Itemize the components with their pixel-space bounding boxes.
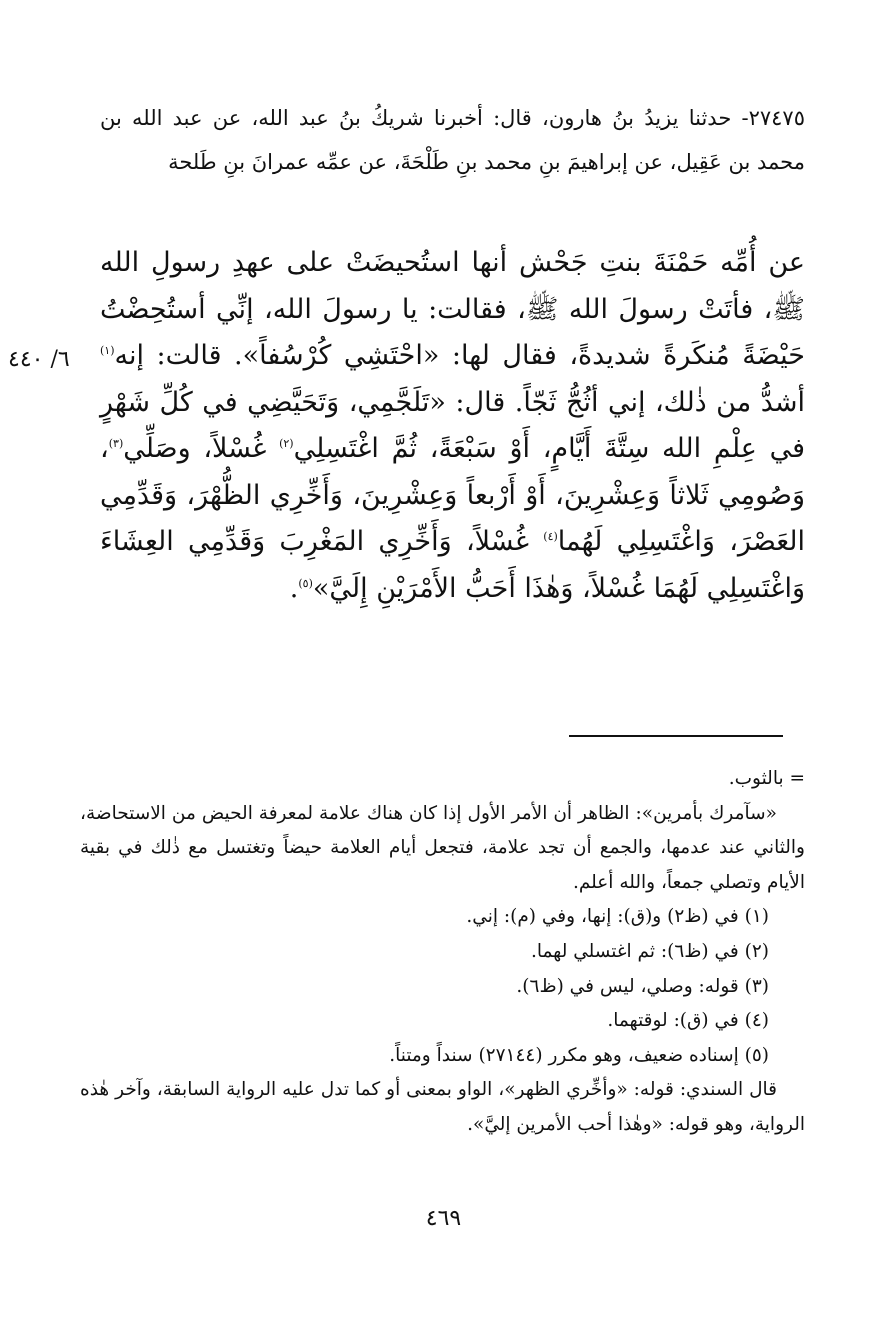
footnote-separator [569, 735, 783, 737]
matn-part-1: عن أُمِّه حَمْنَةَ بنتِ جَحْش أنها استُحيضَتْ على عهدِ رسولِ الله ﷺ، فأتَتْ رسولَ الله ﷺ، فقالت: يا رسولَ الله، إنِّي أستُحِضْتُ حَيْضَةً مُنكَرةً شديدةً، فقال لها: «احْتَشِي كُرْسُفاً». قالت: إنه [100, 247, 805, 371]
note-continuation: = بالثوب. [728, 768, 805, 789]
note-sindi: قال السندي: قوله: «وأخِّري الظهر»، الواو بمعنى أو كما تدل عليه الرواية السابقة، وآخر هٰذه الرواية، وهو قوله: «وهٰذا أحب الأمرين إليَّ». [80, 1079, 805, 1135]
note-commentary: «سآمرك بأمرين»: الظاهر أن الأمر الأول إذا كان هناك علامة لمعرفة الحيض من الاستحاضة، والثاني عند عدمها، والجمع أن تجد علامة، فتجعل أيام العلامة حيضاً وتغتسل مع ذٰلك في بقية الأيام وتصلي جمعاً، والله أعلم. [80, 802, 805, 893]
isnad-text: - حدثنا يزيدُ بنُ هارون، قال: أخبرنا شريكُ بنُ عبد الله، عن عبد الله بن محمد بن عَقِيل، عن إبراهيمَ بنِ محمد بنِ طَلْحَةَ، عن عمِّه عمرانَ بنِ طَلحة [100, 106, 805, 174]
footnote-mark-1[interactable]: (١) [100, 344, 115, 357]
matn-part-2: أشدُّ من ذٰلك، إني أثُجُّ ثَجّاً. قال: «تَلَجَّمِي، وَتَحَيَّضِي في كُلِّ شَهْرٍ في عِلْمِ الله سِتَّةَ أَيَّامٍ، أَوْ سَبْعَةً، ثُمَّ اغْتَسِلِي [100, 386, 805, 464]
page-number: ٤٦٩ [425, 1206, 462, 1231]
footnote-mark-2[interactable]: (٢) [279, 437, 294, 450]
footnote-mark-3[interactable]: (٣) [108, 437, 124, 450]
matn-part-3: غُسْلاً، وصَلِّي [123, 433, 280, 464]
footnote-5: (٥) إسناده ضعيف، وهو مكرر (٢٧١٤٤) سنداً ومتناً. [389, 1044, 769, 1066]
footnote-3: (٣) قوله: وصلي، ليس في (ظ٦). [516, 975, 769, 997]
hadith-matn [100, 240, 805, 612]
margin-volume-page-reference: ٦/ ٤٤٠ [8, 347, 70, 372]
footnote-1: (١) في (ظ٢) و(ق): إنها، وفي (م): إني. [466, 906, 769, 928]
footnote-mark-4[interactable]: (٤) [543, 530, 558, 543]
footnotes-section [80, 762, 805, 1143]
footnote-2: (٢) في (ظ٦): ثم اغتسلي لهما. [530, 940, 769, 962]
footnote-mark-5[interactable]: (٥) [298, 576, 313, 590]
matn-part-4: ، وَصُومِي ثَلاثاً وَعِشْرِينَ، أَوْ أَرْبعاً وَعِشْرِينَ، وَأَخِّرِي الظُّهْرَ، وَقَدِّمِي العَصْرَ، وَاغْتَسِلِي لَهُما [100, 433, 806, 557]
matn-end: . [289, 572, 299, 604]
hadith-isnad [100, 96, 805, 184]
footnote-4: (٤) في (ق): لوقتهما. [607, 1010, 769, 1032]
hadith-number: ٢٧٤٧٥ [748, 106, 805, 130]
matn-part-5: غُسْلاً، وَأَخِّرِي المَغْرِبَ وَقَدِّمِي العِشَاءَ وَاغْتَسِلِي لَهُمَا غُسْلاً، وَهٰذَا أَحَبُّ الأَمْرَيْنِ إِلَيَّ» [100, 526, 805, 604]
